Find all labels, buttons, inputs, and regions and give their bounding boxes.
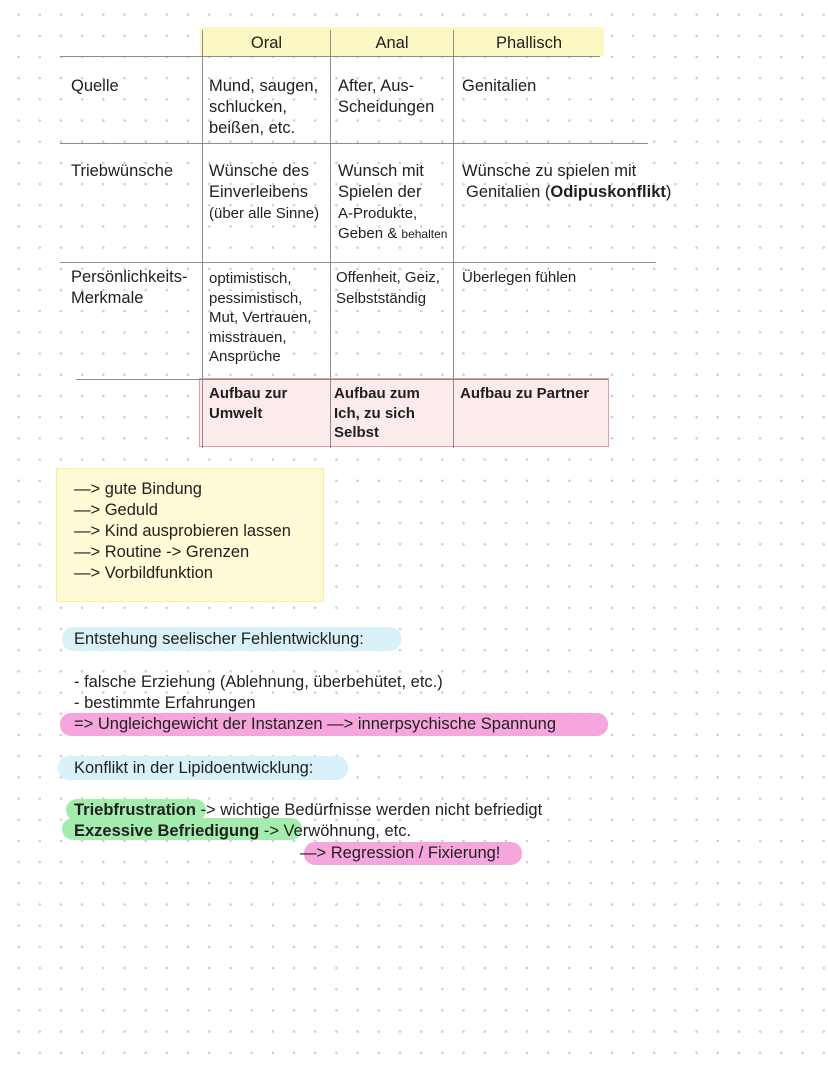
list-item: - bestimmte Erfahrungen xyxy=(74,694,256,712)
cell-merkmale-oral: optimistisch, pessimistisch, Mut, Vertrauen, misstrauen, Ansprüche xyxy=(209,270,312,365)
tip-item: —> Kind ausprobieren lassen xyxy=(74,522,291,540)
cell-quelle-oral: Mund, saugen, schlucken, beißen, etc. xyxy=(209,77,319,137)
row-label-quelle: Quelle xyxy=(71,77,119,95)
row-rule-3 xyxy=(76,379,608,380)
section2-line1: Triebfrustration -> wichtige Bedürfnisse werden nicht befriedigt xyxy=(74,801,543,819)
tip-item: —> Routine -> Grenzen xyxy=(74,543,250,561)
col-rule-2 xyxy=(330,30,331,448)
section1-conclusion: => Ungleichgewicht der Instanzen —> innerpsychische Spannung xyxy=(74,715,557,733)
row-rule-1 xyxy=(60,143,648,144)
cell-merkmale-phallisch: Überlegen fühlen xyxy=(462,269,577,286)
cell-quelle-phallisch: Genitalien xyxy=(462,77,537,95)
tip-item: —> Vorbildfunktion xyxy=(74,564,213,582)
section1-list xyxy=(74,672,443,714)
cell-aufbau-oral: Aufbau zur Umwelt xyxy=(209,385,288,422)
tip-item: —> gute Bindung xyxy=(74,480,202,498)
cell-aufbau-anal: Aufbau zum Ich, zu sich Selbst xyxy=(334,385,420,441)
row-label-merkmale: Persönlichkeits- Merkmale xyxy=(71,268,188,307)
cell-trieb-anal: Wunsch mit Spielen der A-Produkte, Geben & behalten xyxy=(338,162,448,242)
tip-item: —> Geduld xyxy=(74,501,158,519)
tips-list xyxy=(74,479,291,584)
list-item: - falsche Erziehung (Ablehnung, überbehütet, etc.) xyxy=(74,673,443,691)
section1-heading: Entstehung seelischer Fehlentwicklung: xyxy=(74,630,364,648)
col-rule-3 xyxy=(453,30,454,448)
cell-trieb-phallisch: Wünsche zu spielen mit Genitalien (Odipuskonflikt) xyxy=(462,162,672,201)
section2-heading: Konflikt in der Lipidoentwicklung: xyxy=(74,759,314,777)
header-phallisch: Phallisch xyxy=(495,34,563,52)
cell-quelle-anal: After, Aus- Scheidungen xyxy=(338,77,435,116)
header-oral: Oral xyxy=(250,34,283,52)
cell-aufbau-phallisch: Aufbau zu Partner xyxy=(460,385,590,402)
section2-line3: —> Regression / Fixierung! xyxy=(300,844,501,862)
cell-merkmale-anal: Offenheit, Geiz, Selbstständig xyxy=(336,269,440,307)
cell-trieb-oral: Wünsche des Einverleibens (über alle Sinne) xyxy=(209,162,320,222)
row-label-triebwuensche: Triebwünsche xyxy=(71,162,174,180)
col-rule-1 xyxy=(202,30,203,448)
section2-line2: Exzessive Befriedigung -> Verwöhnung, etc. xyxy=(74,822,412,840)
row-rule-2 xyxy=(60,262,656,263)
header-anal: Anal xyxy=(375,34,409,52)
